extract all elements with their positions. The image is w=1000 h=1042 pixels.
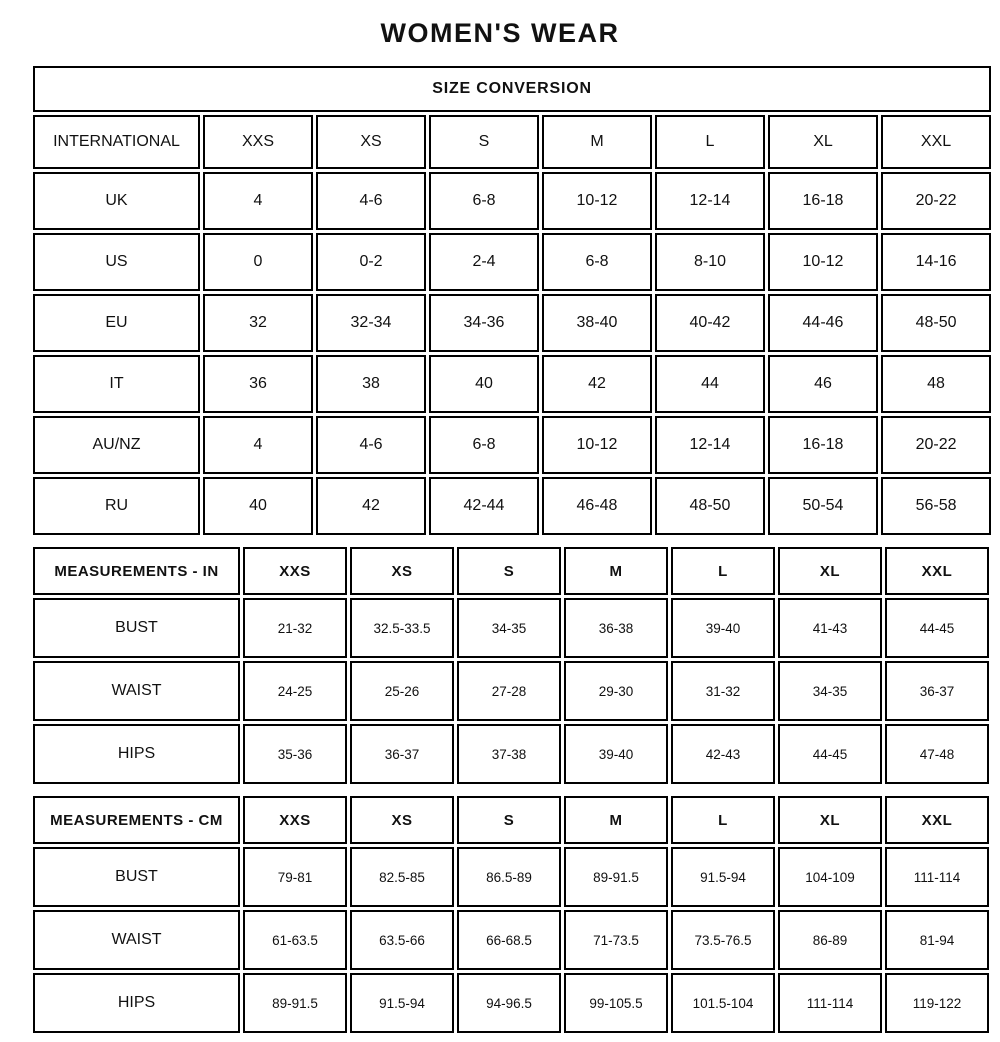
value-cell: 66-68.5 [457,910,561,970]
column-header-row [33,115,991,169]
value-cell: 32.5-33.5 [350,598,454,658]
value-cell: 39-40 [671,598,775,658]
size-header-cell: XS [350,547,454,595]
table-row [33,973,989,1033]
row-label-cell: HIPS [33,973,240,1033]
value-cell: 111-114 [885,847,989,907]
value-cell: 86.5-89 [457,847,561,907]
row-label-cell: AU/NZ [33,416,200,474]
value-cell: 39-40 [564,724,668,784]
row-label-cell: BUST [33,847,240,907]
value-cell: 42-43 [671,724,775,784]
table-header-cell: MEASUREMENTS - IN [33,547,240,595]
value-cell: 91.5-94 [671,847,775,907]
value-cell: 82.5-85 [350,847,454,907]
value-cell: 91.5-94 [350,973,454,1033]
value-cell: 48-50 [881,294,991,352]
table-row [33,416,991,474]
size-header-cell: XXL [885,796,989,844]
table-header-cell: MEASUREMENTS - CM [33,796,240,844]
page-title: WOMEN'S WEAR [380,18,620,48]
value-cell: 20-22 [881,416,991,474]
value-cell: 38 [316,355,426,413]
row-label-cell: UK [33,172,200,230]
value-cell: 8-10 [655,233,765,291]
value-cell: 4 [203,172,313,230]
value-cell: 37-38 [457,724,561,784]
row-label-cell: BUST [33,598,240,658]
column-header-cell: S [429,115,539,169]
value-cell: 12-14 [655,172,765,230]
value-cell: 32 [203,294,313,352]
value-cell: 4-6 [316,416,426,474]
size-chart-page [30,0,970,1036]
value-cell: 12-14 [655,416,765,474]
column-header-cell: L [655,115,765,169]
value-cell: 36-37 [350,724,454,784]
value-cell: 94-96.5 [457,973,561,1033]
table-row [33,172,991,230]
value-cell: 36-38 [564,598,668,658]
size-header-cell: XXL [885,547,989,595]
value-cell: 14-16 [881,233,991,291]
value-cell: 27-28 [457,661,561,721]
size-header-cell: S [457,547,561,595]
value-cell: 34-36 [429,294,539,352]
column-header-cell: XXS [203,115,313,169]
size-header-cell: L [671,547,775,595]
row-label-cell: WAIST [33,661,240,721]
value-cell: 25-26 [350,661,454,721]
column-header-cell: XS [316,115,426,169]
value-cell: 10-12 [542,172,652,230]
size-header-cell: S [457,796,561,844]
value-cell: 0 [203,233,313,291]
value-cell: 10-12 [542,416,652,474]
value-cell: 99-105.5 [564,973,668,1033]
value-cell: 56-58 [881,477,991,535]
value-cell: 46 [768,355,878,413]
value-cell: 44-45 [885,598,989,658]
value-cell: 4 [203,416,313,474]
value-cell: 41-43 [778,598,882,658]
value-cell: 89-91.5 [243,973,347,1033]
column-header-cell: XL [768,115,878,169]
value-cell: 6-8 [429,416,539,474]
value-cell: 86-89 [778,910,882,970]
value-cell: 44 [655,355,765,413]
size-header-cell: L [671,796,775,844]
value-cell: 6-8 [429,172,539,230]
column-header-cell: XXL [881,115,991,169]
value-cell: 42 [542,355,652,413]
table-row [33,598,989,658]
value-cell: 21-32 [243,598,347,658]
header-row [33,796,989,844]
table-row [33,910,989,970]
table-row [33,477,991,535]
value-cell: 79-81 [243,847,347,907]
value-cell: 104-109 [778,847,882,907]
column-header-cell: M [542,115,652,169]
value-cell: 48 [881,355,991,413]
value-cell: 36 [203,355,313,413]
size-header-cell: XL [778,796,882,844]
value-cell: 81-94 [885,910,989,970]
value-cell: 89-91.5 [564,847,668,907]
table-row [33,661,989,721]
value-cell: 46-48 [542,477,652,535]
value-cell: 42-44 [429,477,539,535]
value-cell: 0-2 [316,233,426,291]
table-row [33,233,991,291]
row-label-cell: EU [33,294,200,352]
value-cell: 34-35 [778,661,882,721]
size-header-cell: XL [778,547,882,595]
value-cell: 38-40 [542,294,652,352]
table-row [33,355,991,413]
value-cell: 2-4 [429,233,539,291]
value-cell: 24-25 [243,661,347,721]
table-row [33,847,989,907]
value-cell: 40-42 [655,294,765,352]
value-cell: 16-18 [768,172,878,230]
column-header-cell: INTERNATIONAL [33,115,200,169]
value-cell: 40 [429,355,539,413]
value-cell: 16-18 [768,416,878,474]
value-cell: 111-114 [778,973,882,1033]
value-cell: 71-73.5 [564,910,668,970]
table-row [33,294,991,352]
row-label-cell: US [33,233,200,291]
value-cell: 119-122 [885,973,989,1033]
size-header-cell: M [564,547,668,595]
value-cell: 10-12 [768,233,878,291]
size-header-cell: M [564,796,668,844]
value-cell: 48-50 [655,477,765,535]
value-cell: 4-6 [316,172,426,230]
size-conversion-table [30,63,994,538]
value-cell: 63.5-66 [350,910,454,970]
value-cell: 31-32 [671,661,775,721]
value-cell: 32-34 [316,294,426,352]
value-cell: 34-35 [457,598,561,658]
value-cell: 101.5-104 [671,973,775,1033]
table-banner: SIZE CONVERSION [33,66,991,112]
row-label-cell: WAIST [33,910,240,970]
row-label-cell: IT [33,355,200,413]
value-cell: 47-48 [885,724,989,784]
header-row [33,547,989,595]
size-header-cell: XS [350,796,454,844]
value-cell: 20-22 [881,172,991,230]
value-cell: 73.5-76.5 [671,910,775,970]
value-cell: 44-46 [768,294,878,352]
measurements-in-table [30,544,992,787]
value-cell: 44-45 [778,724,882,784]
table-row [33,724,989,784]
size-header-cell: XXS [243,547,347,595]
value-cell: 42 [316,477,426,535]
value-cell: 50-54 [768,477,878,535]
value-cell: 36-37 [885,661,989,721]
size-header-cell: XXS [243,796,347,844]
value-cell: 40 [203,477,313,535]
row-label-cell: HIPS [33,724,240,784]
value-cell: 6-8 [542,233,652,291]
row-label-cell: RU [33,477,200,535]
value-cell: 35-36 [243,724,347,784]
value-cell: 29-30 [564,661,668,721]
value-cell: 61-63.5 [243,910,347,970]
